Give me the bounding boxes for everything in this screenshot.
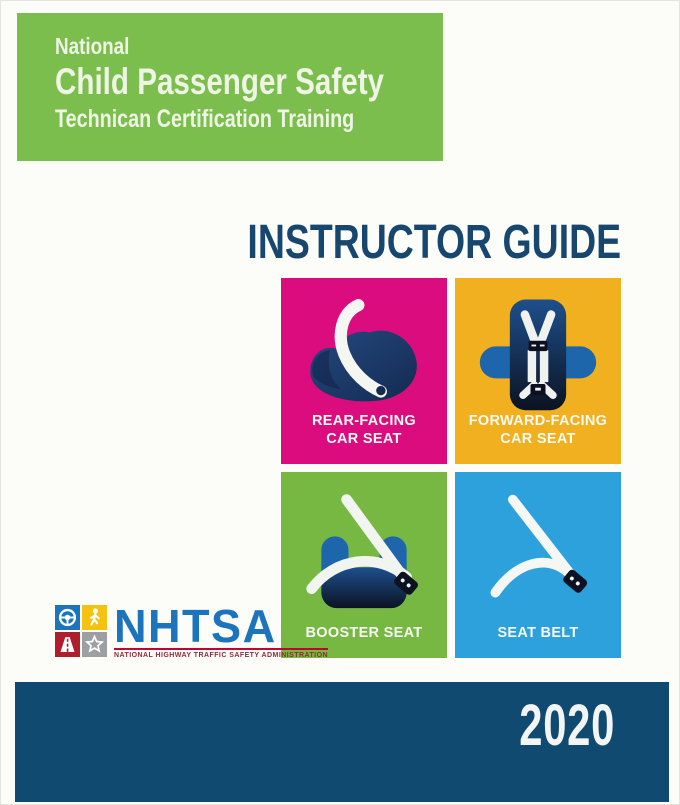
rear-facing-car-seat-icon bbox=[298, 292, 430, 414]
nhtsa-logo-squares bbox=[55, 605, 107, 657]
header-banner bbox=[17, 13, 443, 161]
tile-label-line1: SEAT BELT bbox=[497, 625, 579, 641]
forward-facing-car-seat-icon bbox=[472, 292, 604, 414]
nhtsa-tagline: NATIONAL HIGHWAY TRAFFIC SAFETY ADMINISTRATION bbox=[114, 648, 328, 659]
tile-label-line2: CAR SEAT bbox=[326, 431, 402, 447]
tile-rear-facing-car-seat bbox=[281, 278, 447, 464]
pedestrian-icon bbox=[82, 605, 107, 630]
footer-bar bbox=[15, 682, 669, 802]
tile-grid bbox=[281, 278, 621, 658]
nhtsa-wordblock bbox=[114, 600, 328, 659]
steering-wheel-icon bbox=[55, 605, 80, 630]
tile-seat-belt bbox=[455, 472, 621, 658]
tile-forward-facing-car-seat bbox=[455, 278, 621, 464]
tile-label-line1: FORWARD-FACING bbox=[468, 413, 608, 429]
tile-label bbox=[455, 412, 621, 448]
tile-label-line2: CAR SEAT bbox=[500, 431, 576, 447]
tile-label-line1: REAR-FACING bbox=[312, 413, 416, 429]
star-icon bbox=[82, 632, 107, 657]
year-label: 2020 bbox=[519, 693, 615, 758]
highway-icon bbox=[55, 632, 80, 657]
header-line-certification-training: Technican Certification Training bbox=[55, 105, 355, 133]
tile-label bbox=[455, 624, 621, 642]
header-line-child-passenger-safety: Child Passenger Safety bbox=[55, 61, 385, 102]
nhtsa-wordmark: NHTSA bbox=[114, 600, 277, 652]
booster-seat-icon bbox=[296, 486, 432, 612]
seat-belt-icon bbox=[470, 486, 606, 612]
tile-label bbox=[281, 412, 447, 448]
page-title: INSTRUCTOR GUIDE bbox=[247, 216, 621, 269]
header-line-national: National bbox=[55, 33, 130, 59]
tile-label-line1: BOOSTER SEAT bbox=[305, 625, 423, 641]
nhtsa-logo bbox=[55, 600, 328, 659]
